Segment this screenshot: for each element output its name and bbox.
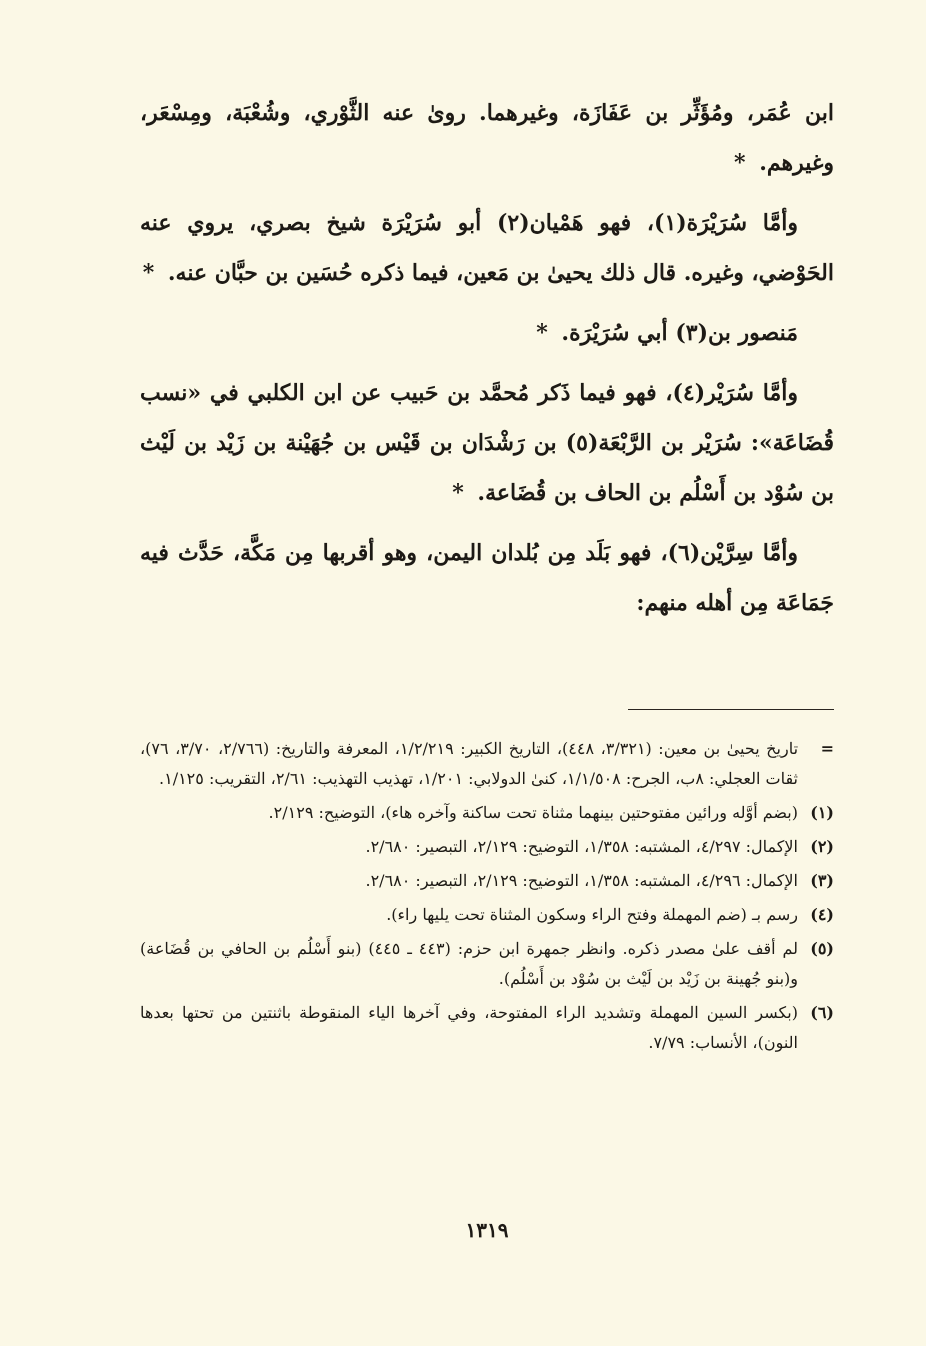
paragraph-5 (140, 528, 834, 628)
footnote-text: تاريخ يحيىٰ بن معين: (٣/٣٢١، ٤٤٨)، التاريخ الكبير: ١/٢/٢١٩، المعرفة والتاريخ: (٢/٧٦٦، ٣/٧٠، ٧٦)، ثقات العجلي: ٨ب، الجرح: ١/١/٥٠٨، كنىٰ الدولابي: ١/٢٠١، تهذيب التهذيب: ٢/٦١، التقريب: ١/١٢٥. (140, 739, 799, 788)
section-end-star: * (142, 260, 155, 286)
footnote-marker: (٢) (810, 837, 834, 856)
paragraph-3-text: مَنصور بن(٣) أبي سُرَيْرَة. (561, 320, 798, 346)
paragraph-1-text: ابن عُمَر، ومُؤَثِّر بن عَفَازَة، وغيرهما. روىٰ عنه الثَّوْري، وشُعْبَة، ومِسْعَر، وغيرهم. (140, 100, 834, 176)
paragraph-4 (140, 368, 834, 518)
page-number: ١٣١٩ (465, 1218, 509, 1242)
footnote-text: (بكسر السين المهملة وتشديد الراء المفتوحة، وفي آخرها الياء المنقوطة باثنتين من تحتها بعدها النون)، الأنساب: ٧/٧٩. (140, 1003, 798, 1052)
footnote-marker: (٣) (810, 871, 834, 890)
footnote-marker: (١) (810, 803, 834, 822)
footnote-6 (140, 998, 834, 1058)
footnote-text: لم أقف علىٰ مصدر ذكره. وانظر جمهرة ابن حزم: (٤٤٣ ـ ٤٤٥) (بنو أَسْلُم بن الحافي بن قُضَاعة) و(بنو جُهينة بن زَيْد بن لَيْث بن سُوْد بن أَسْلُم). (140, 939, 799, 988)
section-end-star: * (536, 320, 548, 346)
paragraph-2-text: وأمَّا سُرَيْرَة(١)، فهو هَمْيان(٢) أبو سُرَيْرَة شيخ بصري، يروي عنه الحَوْضي، وغيره. قال ذلك يحيىٰ بن مَعين، فيما ذكره حُسَين بن حبَّان عنه. (140, 210, 834, 286)
footnote-5 (140, 934, 834, 994)
book-page (140, 0, 834, 1346)
paragraph-4-text: وأمَّا سُرَيْر(٤)، فهو فيما ذَكر مُحمَّد بن حَبيب عن ابن الكلبي في «نسب قُضَاعَة»: سُرَيْر بن الرَّبْعَة(٥) بن رَشْدَان بن قَيْس بن جُهَيْنة بن زَيْد بن لَيْث بن سُوْد بن أَسْلُم بن الحاف بن قُضَاعة. (140, 380, 834, 506)
footnote-separator-rule (628, 709, 834, 710)
paragraph-2 (140, 198, 834, 298)
footnote-1 (140, 798, 834, 828)
section-end-star: * (452, 480, 464, 506)
footnote-3 (140, 866, 834, 896)
main-text (140, 88, 834, 638)
footnote-text: رسم بـ (ضم المهملة وفتح الراء وسكون المثناة تحت يليها راء). (386, 905, 798, 924)
footnote-continuation (140, 734, 834, 794)
footnote-text: الإكمال: ٤/٢٩٧، المشتبه: ١/٣٥٨، التوضيح: ٢/١٢٩، التبصير: ٢/٦٨٠. (365, 837, 798, 856)
section-end-star: * (734, 150, 746, 176)
footnote-marker: (٤) (810, 905, 834, 924)
footnote-text: (بضم أوَّله ورائين مفتوحتين بينهما مثناة تحت ساكنة وآخره هاء)، التوضيح: ٢/١٢٩. (268, 803, 798, 822)
footnotes (140, 734, 834, 1062)
footnote-marker: (٥) (810, 939, 834, 958)
paragraph-1 (140, 88, 834, 188)
footnote-2 (140, 832, 834, 862)
footnote-text: الإكمال: ٤/٢٩٦، المشتبه: ١/٣٥٨، التوضيح: ٢/١٢٩، التبصير: ٢/٦٨٠. (365, 871, 798, 890)
footnote-marker: (٦) (810, 1003, 834, 1022)
footnote-4 (140, 900, 834, 930)
paragraph-5-text: وأمَّا سِرَّيْن(٦)، فهو بَلَد مِن بُلدان اليمن، وهو أقربها مِن مَكَّة، حَدَّث فيه جَمَاعَة مِن أهله منهم: (140, 540, 834, 616)
paragraph-3 (140, 308, 834, 358)
footnote-marker: = (820, 739, 834, 758)
